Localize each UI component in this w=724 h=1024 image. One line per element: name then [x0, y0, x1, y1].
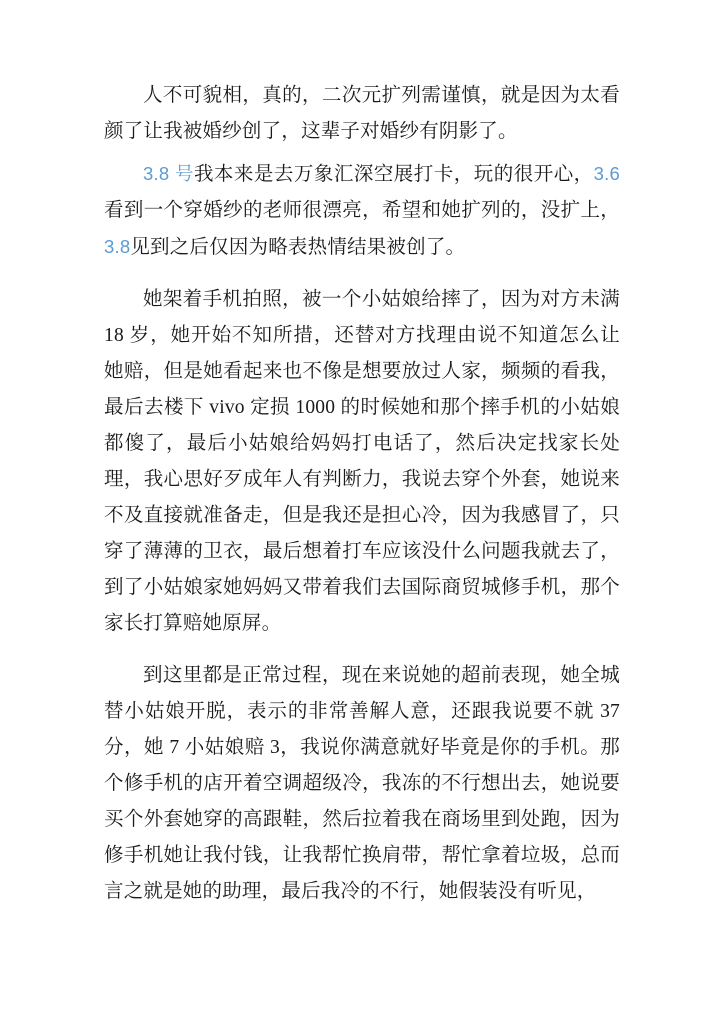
paragraph-2-date-2: 3.6	[593, 163, 620, 184]
paragraph-2-text-2: 看到一个穿婚纱的老师很漂亮，希望和她扩列的，没扩上，	[104, 200, 620, 221]
paragraph-2-text-3: 见到之后仅因为略表热情结果被创了。	[130, 237, 466, 258]
paragraph-2	[104, 156, 620, 266]
paragraph-4: 到这里都是正常过程，现在来说她的超前表现，她全城替小姑娘开脱，表示的非常善解人意，还跟我说要不就 37 分，她 7 小姑娘赔 3，我说你满意就好毕竟是你的手机。那个修手机的店开着空调超级冷，我冻的不行想出去，她说要买个外套她穿的高跟鞋，然后拉着我在商场里到处跑，因为修手机她让我付钱，让我帮忙换肩带，帮忙拿着垃圾，总而言之就是她的助理，最后我冷的不行，她假装没有听见，	[104, 665, 620, 902]
paragraph-2-text-1: 我本来是去万象汇深空展打卡，玩的很开心，	[193, 164, 594, 185]
paragraph-2-date-1: 3.8 号	[143, 163, 194, 184]
paragraph-3: 她架着手机拍照，被一个小姑娘给摔了，因为对方未满 18 岁，她开始不知所措，还替对方找理由说不知道怎么让她赔，但是她看起来也不像是想要放过人家，频频的看我，最后去楼下 vivo 定损 1000 的时候她和那个摔手机的小姑娘都傻了，最后小姑娘给妈妈打电话了，然后决定找家长处理，我心思好歹成年人有判断力，我说去穿个外套，她说来不及直接就准备走，但是我还是担心冷，因为我感冒了，只穿了薄薄的卫衣，最后想着打车应该没什么问题我就去了，到了小姑娘家她妈妈又带着我们去国际商贸城修手机，那个家长打算赔她原屏。	[104, 289, 620, 634]
paragraph-1: 人不可貌相，真的，二次元扩列需谨慎，就是因为太看颜了让我被婚纱创了，这辈子对婚纱有阴影了。	[104, 85, 620, 142]
paragraph-2-date-3: 3.8	[104, 236, 131, 257]
